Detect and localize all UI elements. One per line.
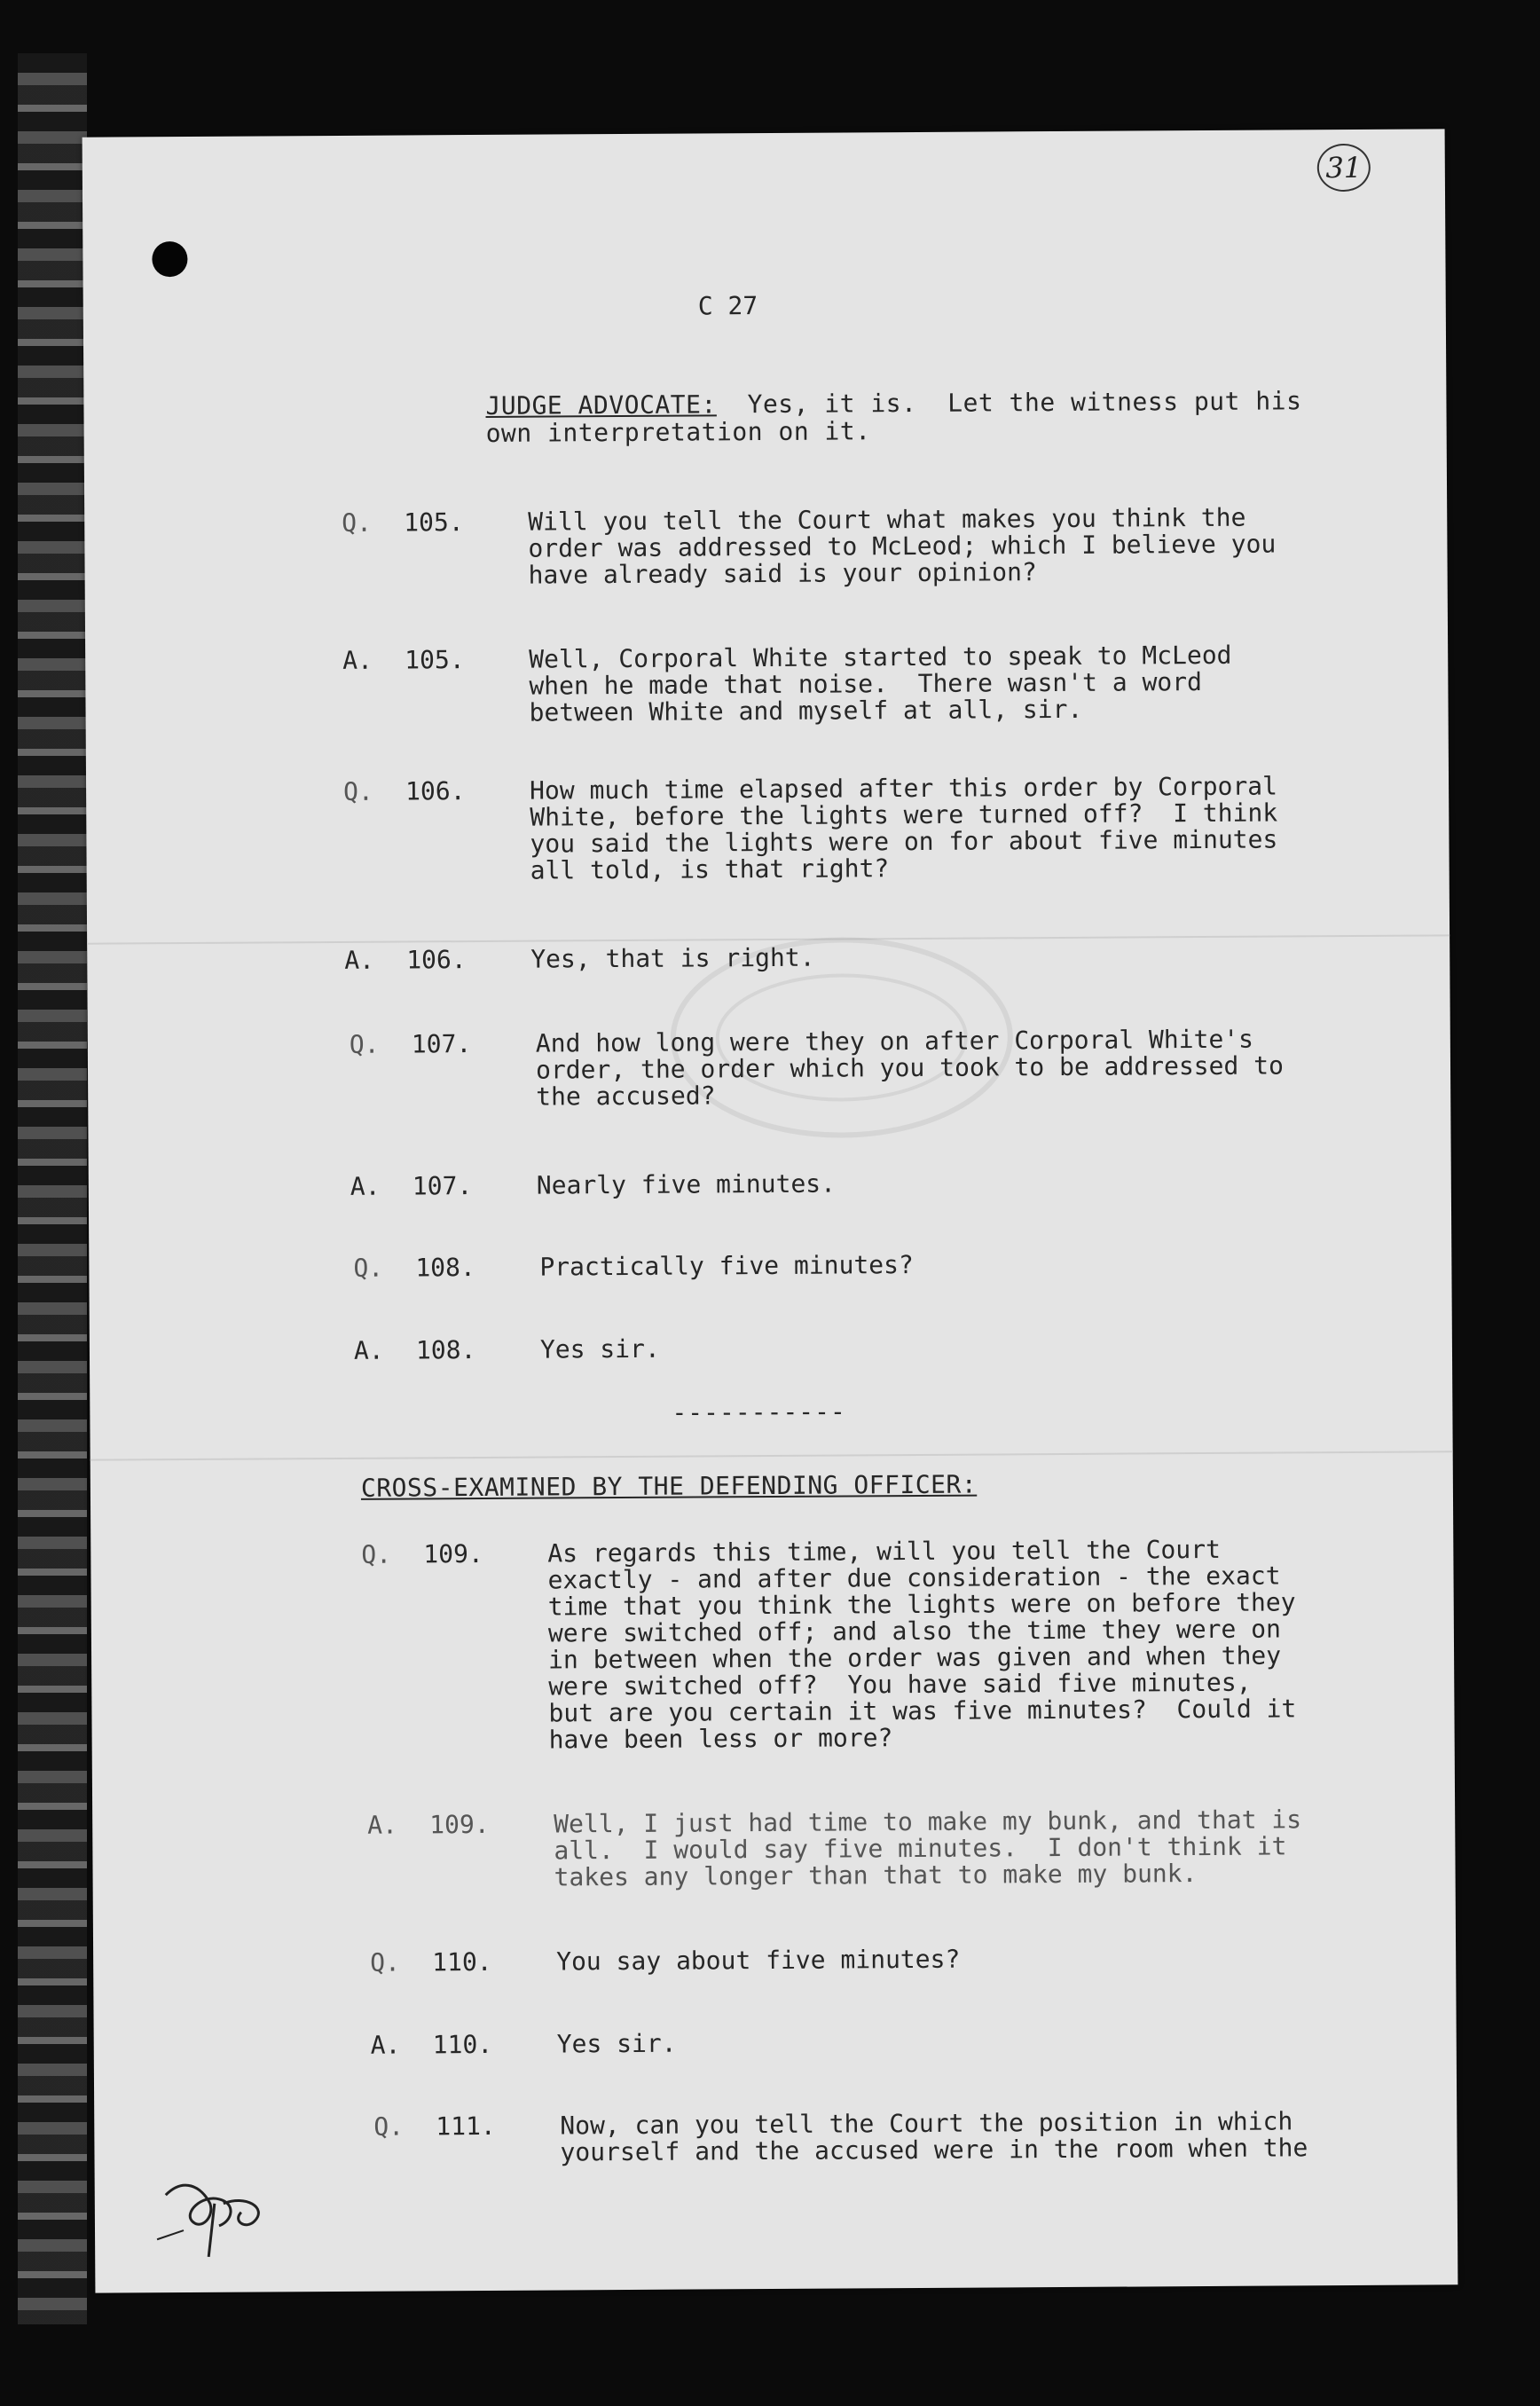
exchange-number: 111. [436,2111,496,2142]
exchange-type: Q. [361,1539,392,1569]
exchange-number: 105. [404,507,464,538]
punch-hole [152,241,187,277]
exchange-text: Now, can you tell the Court the position in which yourself and the accused were in the room when the [560,2106,1308,2167]
exchange-type: Q. [353,1253,384,1283]
exchange-text: Will you tell the Court what makes you think the order was addressed to McLeod; which I believe you have already said is your opinion? [528,502,1277,590]
bleed-through-stamp [655,921,1029,1154]
exchange-type: A. [353,1335,384,1365]
exchange-type: A. [367,1810,398,1840]
exchange-text: Well, I just had time to make my bunk, and that is all. I would say five minutes. I don't think it takes any longer than that to make my bunk. [554,1804,1302,1892]
exchange-number: 107. [412,1171,473,1201]
document-page [82,129,1458,2292]
page-reference: C 27 [697,291,758,321]
exchange-type: Q. [343,776,373,806]
exchange-text: You say about five minutes? [556,1944,961,1977]
exchange-text: Yes sir. [539,1333,660,1364]
fold-line [90,1451,1453,1460]
exchange-type: Q. [349,1029,380,1059]
exchange-number: 110. [432,1946,492,1977]
judge-advocate-text: Yes, it is. Let the witness put his own interpretation on it. [485,386,1302,448]
exchange-number: 108. [415,1253,475,1283]
exchange-type: Q. [342,507,373,538]
exchange-type: A. [344,945,375,975]
exchange-number: 106. [405,776,466,806]
judge-advocate-label: JUDGE ADVOCATE: [485,389,717,421]
exchange-number: 106. [406,945,467,975]
film-edge-strip [18,53,87,2324]
exchange-text: Yes sir. [556,2028,677,2059]
exchange-text: Practically five minutes? [539,1250,914,1282]
exchange-number: 105. [405,645,465,675]
exchange-type: Q. [373,2111,405,2142]
exchange-type: A. [350,1171,381,1201]
section-divider: ----------- [672,1396,846,1427]
exchange-text: Yes, that is right. [530,942,815,974]
exchange-text: How much time elapsed after this order by Corporal White, before the lights were turned off? I think you said the lights were on for about five minutes all told, is that right? [529,771,1278,885]
exchange-number: 107. [411,1029,472,1059]
exchange-text: As regards this time, will you tell the Court exactly - and after due consideration - the exact time that you think the lights were on before they were switched off; and also the time they were on in between when the order was given and when they were switched off? You have said five minutes, but are you certain it was five minutes? Could it have been less or more? [547,1534,1297,1755]
exchange-type: A. [342,645,373,675]
handwritten-initials [148,2167,291,2266]
exchange-text: And how long were they on after Corporal White's order, the order which you took to be addressed to the accused? [535,1024,1284,1112]
exchange-number: 110. [432,2029,493,2060]
exchange-number: 108. [415,1335,476,1365]
exchange-text: Nearly five minutes. [536,1168,837,1200]
exchange-type: Q. [370,1947,400,1977]
judge-advocate-statement [485,387,1301,447]
exchange-type: A. [370,2030,401,2060]
exchange-text: Well, Corporal White started to speak to McLeod when he made that noise. There wasn't a word between White and myself at all, sir. [529,640,1232,727]
exchange-number: 109. [423,1538,483,1569]
exchange-number: 109. [429,1809,490,1840]
section-heading: CROSS-EXAMINED BY THE DEFENDING OFFICER: [360,1469,978,1503]
folio-number: 31 [1317,144,1371,192]
